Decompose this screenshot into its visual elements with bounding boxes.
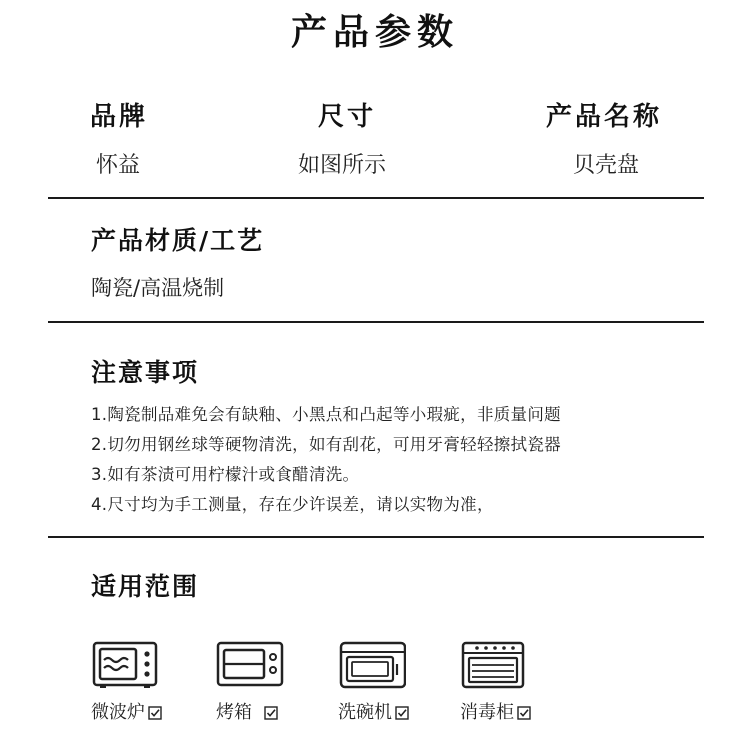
- divider: [48, 197, 704, 199]
- usage-label: 消毒柜: [460, 702, 514, 723]
- checkbox-checked-icon: [395, 706, 409, 720]
- spec-header-product-name: 产品名称: [546, 102, 663, 132]
- spec-header-brand: 品牌: [90, 102, 149, 132]
- spec-value-product-name: 贝壳盘: [573, 153, 640, 178]
- checkbox-checked-icon: [517, 706, 531, 720]
- oven-icon: [216, 640, 284, 690]
- divider: [48, 536, 704, 538]
- notes-title: 注意事项: [91, 358, 200, 387]
- usage-label: 洗碗机: [338, 702, 392, 723]
- usage-item-microwave: [91, 640, 211, 723]
- usage-title: 适用范围: [91, 572, 200, 601]
- usage-item-sterilizer-cabinet: [460, 640, 580, 723]
- sterilizer-cabinet-icon: [460, 640, 528, 690]
- material-value: 陶瓷/高温烧制: [91, 276, 225, 300]
- dishwasher-icon: [338, 640, 406, 690]
- note-item: 3.如有茶渍可用柠檬汁或食醋清洗。: [91, 465, 360, 484]
- checkbox-checked-icon: [148, 706, 162, 720]
- material-title: 产品材质/工艺: [91, 226, 265, 255]
- note-item: 4.尺寸均为手工测量，存在少许误差，请以实物为准，: [91, 495, 494, 514]
- spec-value-brand: 怀益: [96, 153, 141, 178]
- checkbox-checked-icon: [264, 706, 278, 720]
- usage-label: 烤箱: [216, 702, 252, 723]
- spec-value-size: 如图所示: [298, 153, 387, 178]
- divider: [48, 321, 704, 323]
- spec-header-size: 尺寸: [318, 102, 377, 132]
- note-item: 2.切勿用钢丝球等硬物清洗，如有刮花，可用牙膏轻轻擦拭瓷器: [91, 435, 561, 454]
- usage-label: 微波炉: [91, 702, 145, 723]
- note-item: 1.陶瓷制品难免会有缺釉、小黑点和凸起等小瑕疵，非质量问题: [91, 405, 561, 424]
- microwave-icon: [91, 640, 159, 690]
- usage-item-dishwasher: [338, 640, 458, 723]
- page-title: 产品参数: [290, 12, 459, 53]
- usage-item-oven: [216, 640, 336, 723]
